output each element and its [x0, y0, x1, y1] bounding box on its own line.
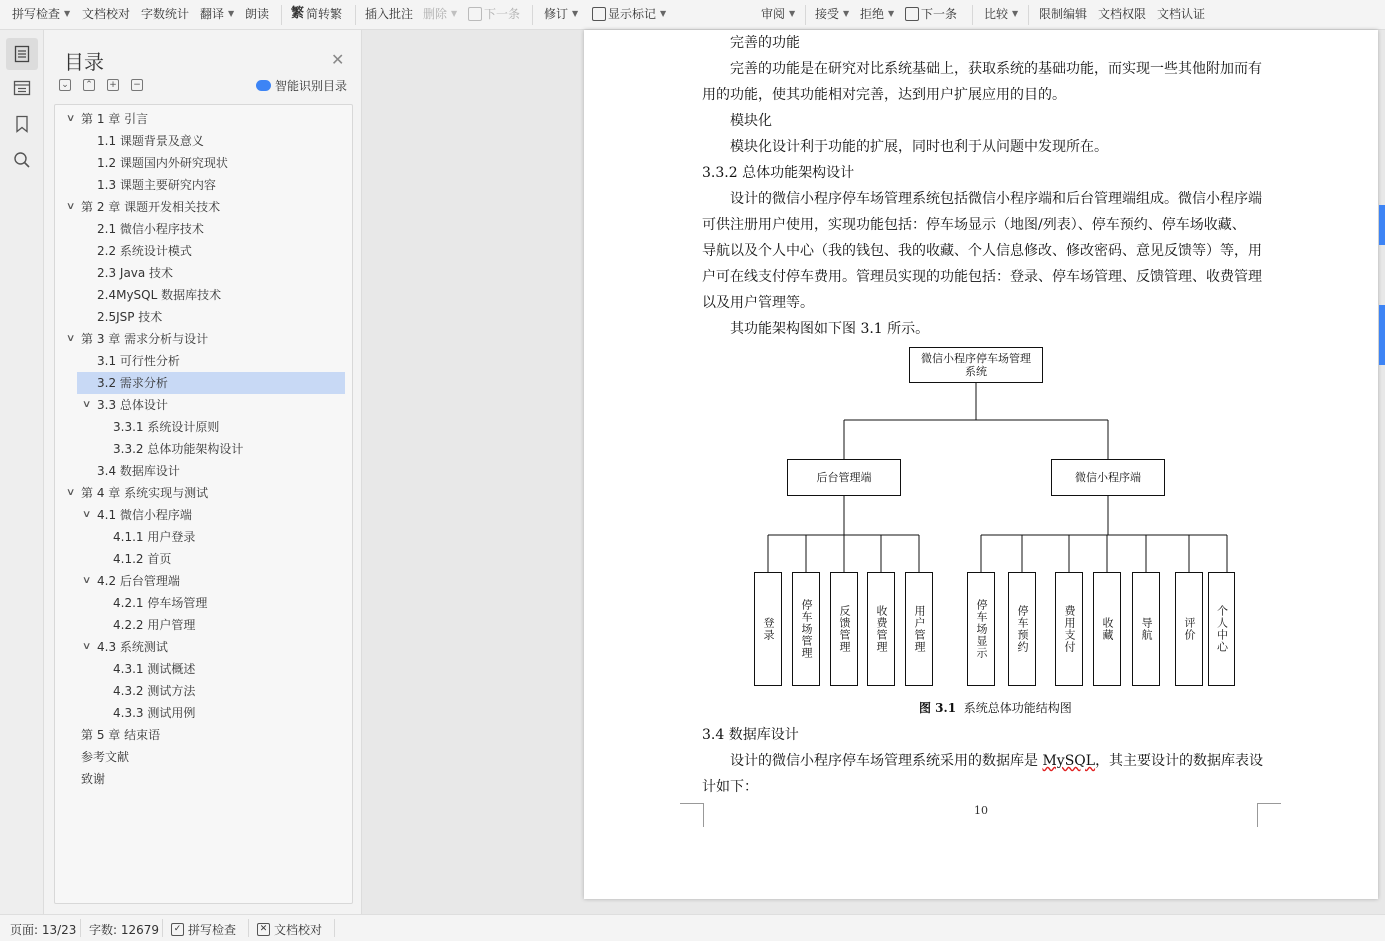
toc-item-label: 2.2 系统设计模式	[97, 244, 192, 258]
doc-line[interactable]: 模块化	[730, 113, 772, 129]
diagram-leaf-node: 评价	[1175, 572, 1203, 686]
toc-item-label: 1.2 课题国内外研究现状	[97, 156, 228, 170]
toc-item-label: 2.5JSP 技术	[97, 310, 163, 324]
status-doc-proof-button[interactable]	[257, 921, 322, 938]
close-icon[interactable]: ✕	[331, 50, 345, 69]
toc-item-label: 4.3.1 测试概述	[113, 662, 196, 676]
toc-item-label: 致谢	[81, 772, 106, 786]
toc-item-label: 4.1.1 用户登录	[113, 530, 196, 544]
status-divider	[248, 919, 249, 937]
revise-label: 修订	[544, 7, 569, 21]
page-indicator[interactable]	[10, 921, 76, 938]
doc-line[interactable]: 其功能架构图如下图 3.1 所示。	[730, 321, 930, 337]
toc-item-label: 3.4 数据库设计	[97, 464, 180, 478]
figure-caption	[919, 699, 1072, 716]
status-divider	[162, 919, 163, 937]
page-number: 10	[974, 804, 988, 817]
diagram-leaf-node: 费用支付	[1055, 572, 1083, 686]
toc-item-label: 2.1 微信小程序技术	[97, 222, 204, 236]
doc-permission-label: 文档权限	[1098, 7, 1147, 21]
doc-line[interactable]: 完善的功能是在研究对比系统基础上，获取系统的基础功能，而实现一些其他附加而有	[730, 61, 1262, 77]
toc-item-label: 4.2.2 用户管理	[113, 618, 196, 632]
toc-item-label: 2.3 Java 技术	[97, 266, 174, 280]
toc-item-label: 3.2 需求分析	[97, 376, 168, 390]
toc-item-label: 4.3 系统测试	[97, 640, 168, 654]
toc-item-label: 4.3.3 测试用例	[113, 706, 196, 720]
word-count-label: 字数统计	[141, 7, 190, 21]
simp-trad-icon: 繁	[291, 6, 305, 21]
doc-heading[interactable]: 3.4 数据库设计	[702, 727, 799, 743]
chevron-down-icon[interactable]: ∨	[65, 333, 76, 344]
doc-line[interactable]: 完善的功能	[730, 35, 800, 51]
word-count-indicator-label: 字数: 12679	[89, 923, 160, 937]
chevron-down-icon: ▼	[888, 9, 895, 18]
toc-item-label: 4.2.1 停车场管理	[113, 596, 208, 610]
spell-check-label: 拼写检查	[12, 7, 61, 21]
toc-item-label: 第 3 章 需求分析与设计	[81, 332, 209, 346]
read-aloud-label: 朗读	[245, 7, 270, 21]
doc-line[interactable]: 户可在线支付停车费用。管理员实现的功能包括：登录、停车场管理、反馈管理、收费管理	[702, 269, 1262, 285]
toc-item-label: 1.3 课题主要研究内容	[97, 178, 216, 192]
simp-trad-label: 简转繁	[306, 7, 343, 21]
toc-item-label: 4.3.2 测试方法	[113, 684, 196, 698]
status-proof-label: 文档校对	[274, 923, 323, 937]
diagram-leaf-node: 停车场管理	[792, 572, 820, 686]
diagram-leaf-node: 导航	[1132, 572, 1160, 686]
chevron-down-icon: ▼	[1012, 9, 1019, 18]
toc-item-label: 3.3.1 系统设计原则	[113, 420, 220, 434]
word-count-indicator[interactable]	[89, 921, 159, 938]
translate-label: 翻译	[200, 7, 225, 21]
add-heading-icon[interactable]: +	[107, 79, 119, 91]
remove-heading-icon[interactable]: −	[131, 79, 143, 91]
chevron-down-icon[interactable]: ∨	[81, 641, 92, 652]
doc-line[interactable]	[730, 750, 1263, 770]
toc-item-label: 第 2 章 课题开发相关技术	[81, 200, 221, 214]
doc-certify-label: 文档认证	[1157, 7, 1206, 21]
doc-heading[interactable]: 3.3.2 总体功能架构设计	[702, 165, 855, 181]
diagram-leaf-node: 登录	[754, 572, 782, 686]
diagram-admin-node: 后台管理端	[787, 459, 901, 496]
doc-line[interactable]: 计如下：	[702, 779, 758, 795]
chevron-down-icon: ▼	[660, 9, 667, 18]
diagram-leaf-node: 用户管理	[905, 572, 933, 686]
accept-label: 接受	[815, 7, 840, 21]
chevron-down-icon[interactable]: ∨	[65, 201, 76, 212]
diagram-leaf-node: 停车场显示	[967, 572, 995, 686]
doc-line[interactable]: 设计的微信小程序停车场管理系统包括微信小程序端和后台管理端组成。微信小程序端	[730, 191, 1262, 207]
toc-item-label: 3.1 可行性分析	[97, 354, 180, 368]
checkbox-check-icon: ✓	[171, 923, 184, 936]
chevron-down-icon[interactable]: ∨	[65, 487, 76, 498]
chevron-down-icon[interactable]: ∨	[81, 399, 92, 410]
toc-item-label: 4.2 后台管理端	[97, 574, 180, 588]
show-marks-label: 显示标记	[608, 7, 657, 21]
chevron-down-icon[interactable]: ∨	[65, 113, 76, 124]
toc-item-label: 参考文献	[81, 750, 130, 764]
spell-error-word[interactable]: MySQL	[1042, 753, 1096, 769]
collapse-all-icon[interactable]: ⌄	[59, 79, 71, 91]
next-comment-label: 下一条	[484, 7, 521, 21]
insert-comment-label: 插入批注	[365, 7, 414, 21]
toc-item-label: 2.4MySQL 数据库技术	[97, 288, 222, 302]
expand-up-icon[interactable]: ⌃	[83, 79, 95, 91]
status-divider	[334, 919, 335, 937]
status-bar	[0, 914, 1385, 941]
figure-caption-number: 图 3.1	[919, 701, 957, 715]
restrict-edit-label: 限制编辑	[1039, 7, 1088, 21]
compare-label: 比较	[984, 7, 1009, 21]
diagram-leaf-node: 个人中心	[1208, 572, 1235, 686]
doc-proof-label: 文档校对	[82, 7, 131, 21]
doc-line[interactable]: 模块化设计利于功能的扩展，同时也利于从问题中发现所在。	[730, 139, 1108, 155]
toc-item-label: 4.1 微信小程序端	[97, 508, 192, 522]
status-spell-label: 拼写检查	[188, 923, 237, 937]
smart-toc-label: 智能识别目录	[275, 79, 348, 93]
toc-item-label: 第 5 章 结束语	[81, 728, 161, 742]
status-divider	[80, 919, 81, 937]
proof-x-icon: ✕	[257, 923, 270, 936]
diagram-leaf-node: 反馈管理	[830, 572, 858, 686]
toc-item-label: 3.3.2 总体功能架构设计	[113, 442, 244, 456]
reject-label: 拒绝	[860, 7, 885, 21]
chevron-down-icon: ▼	[451, 9, 458, 18]
doc-line[interactable]: 用的功能，使其功能相对完善，达到用户扩展应用的目的。	[702, 87, 1066, 103]
toc-item-label: 1.1 课题背景及意义	[97, 134, 204, 148]
diagram-leaf-node: 收费管理	[867, 572, 895, 686]
chevron-down-icon: ▼	[228, 9, 235, 18]
diagram-root-node: 微信小程序停车场管理系统	[909, 347, 1043, 383]
diagram-mini-node: 微信小程序端	[1051, 459, 1165, 496]
delete-label: 删除	[423, 7, 448, 21]
chevron-down-icon: ▼	[789, 9, 796, 18]
toc-item-label: 第 4 章 系统实现与测试	[81, 486, 209, 500]
doc-line[interactable]: 以及用户管理等。	[702, 295, 814, 311]
diagram-leaf-node: 停车预约	[1008, 572, 1036, 686]
toc-item-label: 4.1.2 首页	[113, 552, 172, 566]
toc-item-label: 3.3 总体设计	[97, 398, 168, 412]
doc-line[interactable]: 导航以及个人中心（我的钱包、我的收藏、个人信息修改、修改密码、意见反馈等）等，用	[702, 243, 1262, 259]
review-label: 审阅	[761, 7, 786, 21]
toc-title: 目录	[64, 50, 104, 74]
chevron-down-icon: ▼	[843, 9, 850, 18]
doc-line[interactable]: 可供注册用户使用，实现功能包括：停车场显示（地图/列表）、停车预约、停车场收藏、	[702, 217, 1246, 233]
toc-item-label: 第 1 章 引言	[81, 112, 149, 126]
doc-text-run: ，其主要设计的数据库表设	[1095, 753, 1264, 769]
chevron-down-icon[interactable]: ∨	[81, 509, 92, 520]
page-indicator-label: 页面: 13/23	[10, 923, 77, 937]
next-change-label: 下一条	[921, 7, 958, 21]
chevron-down-icon: ▼	[572, 9, 579, 18]
chevron-down-icon[interactable]: ∨	[81, 575, 92, 586]
diagram-leaf-node: 收藏	[1093, 572, 1121, 686]
chevron-down-icon: ▼	[64, 9, 71, 18]
doc-text-run: 设计的微信小程序停车场管理系统采用的数据库是	[730, 753, 1043, 769]
status-spell-check-button[interactable]	[171, 921, 236, 938]
figure-caption-text: 系统总体功能结构图	[963, 701, 1072, 715]
